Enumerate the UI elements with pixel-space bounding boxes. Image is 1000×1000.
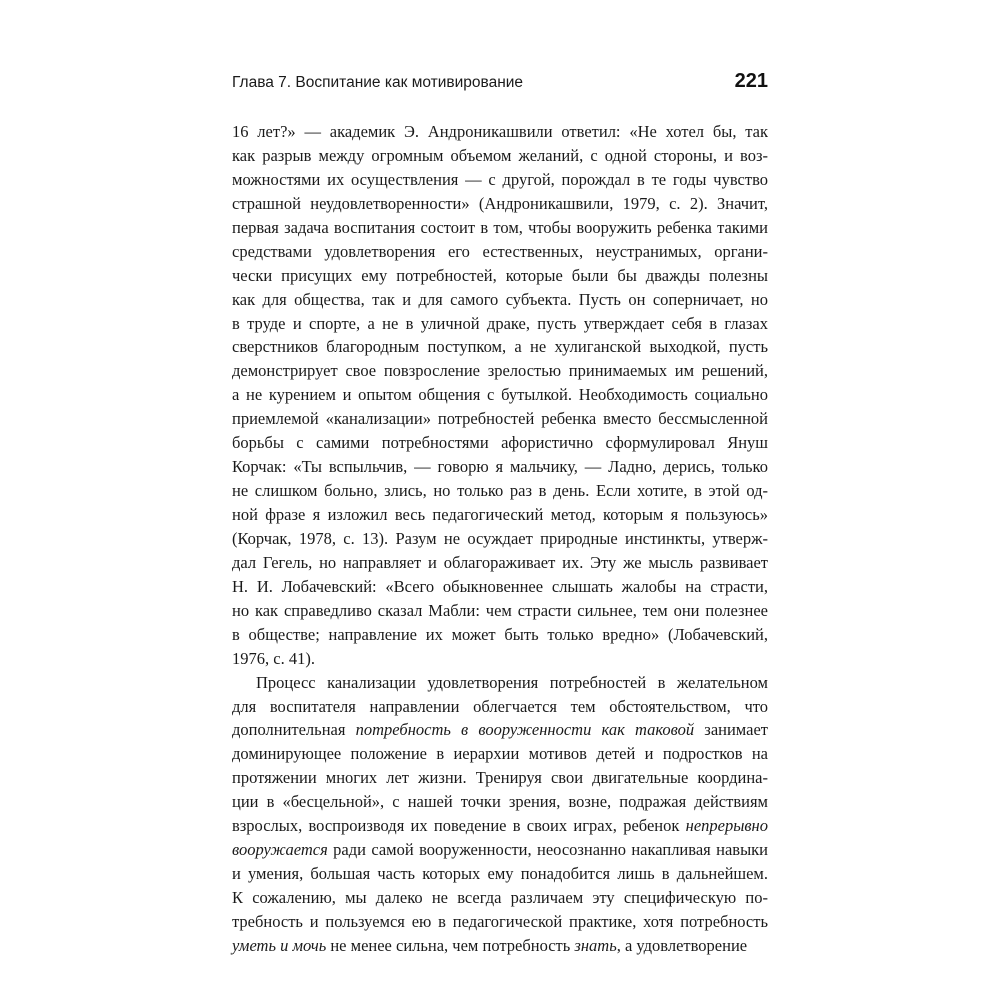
text-segment: как разрыв между огромным объемом желаний, с одной стороны, и воз-	[232, 145, 768, 165]
text-segment: , а удовлетворение	[616, 935, 748, 955]
text-line	[232, 766, 768, 790]
text-line	[232, 144, 768, 168]
text-line	[232, 359, 768, 383]
text-line	[232, 288, 768, 312]
text-segment: доминирующее положение в иерархии мотивов детей и подростков на	[232, 744, 768, 764]
page-number: 221	[734, 70, 768, 92]
text-segment: протяжении многих лет жизни. Тренируя свои двигательные координа-	[232, 768, 768, 788]
text-line	[232, 503, 768, 527]
text-segment: дал Гегель, но направляет и облагораживает их. Эту же мысль развивает	[232, 552, 768, 572]
text-line	[232, 718, 768, 742]
emphasized-text: потребность в вооруженности как таковой	[355, 720, 695, 740]
text-line	[232, 575, 768, 599]
text-segment: как для общества, так и для самого субъекта. Пусть он соперничает, но	[232, 289, 768, 309]
text-segment: требность и пользуемся ею в педагогической практике, хотя потребность	[232, 911, 768, 931]
text-line	[232, 120, 768, 144]
text-line	[232, 551, 768, 575]
body-text	[232, 120, 768, 958]
text-segment: для воспитателя направлении облегчается тем обстоятельством, что	[232, 696, 768, 716]
text-line	[232, 790, 768, 814]
text-segment: Процесс канализации удовлетворения потребностей в желательном	[256, 672, 768, 692]
text-segment: ции в «бесцельной», с нашей точки зрения, возне, подражая действиям	[232, 792, 768, 812]
text-line	[232, 671, 768, 695]
text-segment: страшной неудовлетворенности» (Андроникашвили, 1979, с. 2). Значит,	[232, 193, 768, 213]
text-line	[232, 240, 768, 264]
text-line	[232, 838, 768, 862]
text-segment: (Корчак, 1978, с. 13). Разум не осуждает природные инстинкты, утверж-	[232, 528, 768, 548]
text-line	[232, 168, 768, 192]
text-line	[232, 742, 768, 766]
text-line	[232, 383, 768, 407]
text-segment: К сожалению, мы далеко не всегда различаем эту специфическую по-	[232, 888, 768, 907]
running-header	[232, 70, 768, 102]
text-segment: первая задача воспитания состоит в том, чтобы вооружить ребенка такими	[232, 217, 768, 237]
text-segment: не слишком больно, злись, но только раз в день. Если хотите, в этой од-	[232, 481, 768, 501]
text-segment: приемлемой «канализации» потребностей ребенка вместо бессмысленной	[232, 409, 768, 429]
text-line	[232, 431, 768, 455]
text-line	[232, 886, 768, 910]
text-line	[232, 335, 768, 359]
text-line	[232, 264, 768, 288]
text-segment: 16 лет?» — академик Э. Андроникашвили ответил: «Не хотел бы, так	[232, 122, 768, 141]
text-line	[232, 862, 768, 886]
text-segment: средствами удовлетворения его естественных, неустранимых, органи-	[232, 241, 768, 261]
paragraph	[232, 120, 768, 671]
text-segment: ради самой вооруженности, неосознанно накапливая навыки	[327, 840, 768, 860]
text-segment: Корчак: «Ты вспыльчив, — говорю я мальчику, — Ладно, дерись, только	[232, 457, 768, 477]
text-line	[232, 934, 768, 958]
text-segment: 1976, с. 41).	[232, 648, 315, 668]
text-segment: занимает	[694, 720, 768, 740]
text-line	[232, 312, 768, 336]
text-segment: в труде и спорте, а не в уличной драке, пусть утверждает себя в глазах	[232, 313, 768, 333]
text-line	[232, 814, 768, 838]
emphasized-text: знать	[574, 935, 617, 955]
emphasized-text: уметь и мочь	[232, 935, 327, 955]
text-segment: можностями их осуществления — с другой, порождал в те годы чувство	[232, 169, 768, 189]
text-line	[232, 599, 768, 623]
text-segment: взрослых, воспроизводя их поведение в своих играх, ребенок	[232, 816, 686, 836]
text-line	[232, 910, 768, 934]
text-segment: Н. И. Лобачевский: «Всего обыкновеннее слышать жалобы на страсти,	[232, 576, 768, 596]
text-segment: ной фразе я изложил весь педагогический метод, которым я пользуюсь»	[232, 505, 768, 524]
chapter-title: Глава 7. Воспитание как мотивирование	[232, 74, 524, 91]
text-line	[232, 623, 768, 647]
text-segment: борьбы с самими потребностями афористично сформулировал Януш	[232, 433, 768, 453]
text-line	[232, 695, 768, 719]
text-segment: но как справедливо сказал Мабли: чем страсти сильнее, тем они полезнее	[232, 600, 768, 620]
paragraph	[232, 671, 768, 958]
text-segment: дополнительная	[232, 720, 356, 740]
text-segment: не менее сильна, чем потребность	[326, 935, 575, 955]
text-line	[232, 216, 768, 240]
text-line	[232, 407, 768, 431]
text-segment: чески присущих ему потребностей, которые были бы дважды полезны	[232, 265, 768, 285]
text-line	[232, 527, 768, 551]
text-line	[232, 479, 768, 503]
text-segment: и умения, большая часть которых ему понадобится лишь в дальнейшем.	[232, 864, 768, 884]
emphasized-text: непрерывно	[685, 816, 768, 836]
text-line	[232, 192, 768, 216]
text-segment: в обществе; направление их может быть только вредно» (Лобачевский,	[232, 624, 768, 644]
emphasized-text: вооружается	[232, 840, 328, 860]
text-line	[232, 647, 768, 671]
text-line	[232, 455, 768, 479]
text-segment: сверстников благородным поступком, а не хулиганской выходкой, пусть	[232, 337, 768, 357]
text-segment: демонстрирует свое повзросление зрелостью принимаемых им решений,	[232, 361, 768, 381]
text-segment: а не курением и опытом общения с бутылкой. Необходимость социально	[232, 385, 768, 405]
